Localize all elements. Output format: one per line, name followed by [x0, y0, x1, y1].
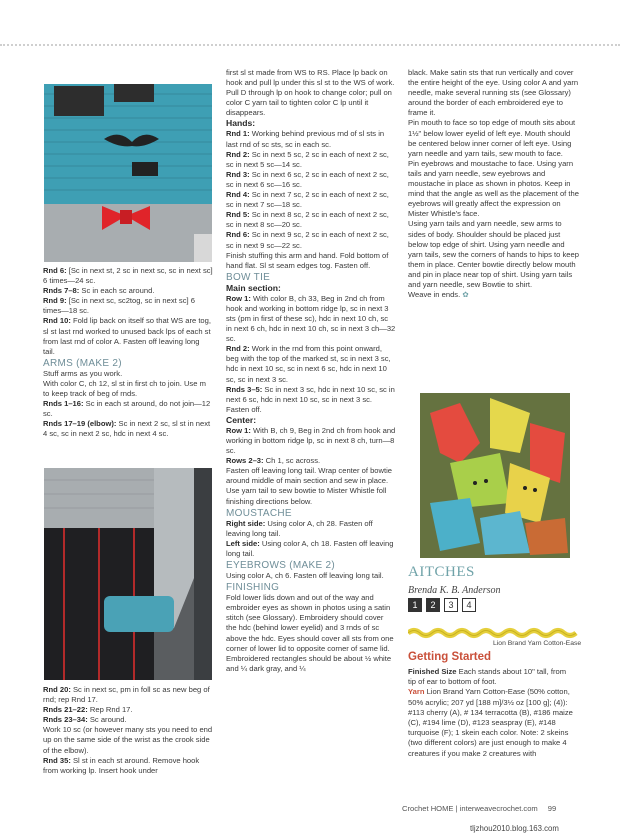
yarn-strand-image	[408, 626, 580, 638]
subheading-main-section: Main section:	[226, 282, 281, 293]
skill-level-2: 2	[426, 598, 440, 612]
section-heading-bow-tie: BOW TIE	[226, 271, 271, 283]
instruction-moustache-right: Right side: Using color A, ch 28. Fasten off leaving long tail.	[226, 518, 373, 538]
subheading-center: Center:	[226, 414, 257, 425]
instruction-rnds-17-19: Rnds 17–19 (elbow): Sc in next 2 sc, sl st in next 4 sc, sc in next 2 sc, hdc in next 4 sc.	[43, 419, 211, 439]
yarn-caption: Lion Brand Yarn Cotton-Ease	[493, 640, 582, 647]
paragraph-arms-bowtie: Using yarn tails and yarn needle, sew arms to sides of body. Shoulder should be placed just below top edge of shirt. Using yarn needle and yarn tails, sew the corners of hands to hips to keep them in place. Center bowtie directly below mouth and pin in place near top of shirt. Using yarn tails and yarn needle, sew Bowtie to shirt.	[408, 219, 579, 289]
instruction-finishing: Fold lower lids down and out of the way and embroider eyes as shown in photos using a satin stitch (see Glossary). Embroidery should cover the hdc (behind lower eyelid) and 3 rnds of sc above the hdc. Eyes should cover all sts from one corner of lower lid to opposite corner of same lid. Embroidered rectangles should be about ½ white and ¼ dark gray, and ¼	[226, 593, 394, 673]
skill-level-indicator	[408, 598, 476, 612]
section-heading-moustache: MOUSTACHE	[226, 507, 292, 519]
section-heading-eyebrows: EYEBROWS (MAKE 2)	[226, 560, 336, 572]
paragraph-eyebrows-moustache: Pin eyebrows and moustache to face. Using yarn tails and yarn needle, sew eyebrows and moustache in place as shown in photos. Keep in mind that the angle as well as the placement of the eyebrows will greatly affect the expression on Mister Whistle's face.	[408, 158, 579, 219]
finished-size: Finished Size Each stands about 10" tall, from tip of ear to bottom of foot.	[408, 667, 567, 687]
instruction-center-rows-2-3: Rows 2–3: Ch 1, sc across.	[226, 456, 321, 466]
instruction-rnds-7-8: Rnds 7–8: Sc in each sc around.	[43, 286, 155, 296]
instruction-center-row-1: Row 1: With B, ch 9, Beg in 2nd ch from hook and working in bottom ridge lp, sc in next 8 ch, turn—8 sc.	[226, 425, 396, 456]
column-1-top	[43, 266, 213, 440]
subheading-hands: Hands:	[226, 118, 256, 129]
yarn-info: Yarn Lion Brand Yarn Cotton-Ease (50% cotton, 50% acrylic; 207 yd [188 m]/3½ oz [100 g]; (4)): #113 cherry (A), # 134 terracotta (B), #186 maize (C), #194 lime (D), #123 seaspray (E), #148 turquoise (F); 1 skein each color. Note: 2 skeins (two different colors) are just enough to make 4 creatures if you make 2 creatures with	[408, 687, 573, 758]
instruction-moustache-left: Left side: Using color A, ch 18. Fasten off leaving long tail.	[226, 538, 394, 558]
instruction-rnd-10: Rnd 10: Fold lip back on itself so that WS are tog, sl st last rnd worked to unused back lps of each st from last rnd of color A. Fasten off leaving long tail.	[43, 316, 211, 356]
watermark-text: tljzhou2010.blog.163.com	[470, 824, 559, 833]
page-footer	[402, 804, 556, 813]
skill-level-1: 1	[408, 598, 422, 612]
paragraph-mouth: Pin mouth to face so top edge of mouth sits about 1½" below lower eyelid of left eye. Mouth should be centered below inner corner of left eye. Using yarn needle and yarn tails, sew mouth to face.	[408, 118, 576, 158]
skill-level-3: 3	[444, 598, 458, 612]
instruction-arms-intro: Stuff arms as you work.	[43, 368, 123, 378]
column-1-bottom	[43, 685, 213, 776]
instruction-work-10-sc: Work 10 sc (or however many sts you need to end up on the same side of the wrist as the crook side of the elbow).	[43, 725, 213, 755]
instruction-rnd-9: Rnd 9: [Sc in next sc, sc2tog, sc in next sc] 6 times—18 sc.	[43, 296, 195, 316]
instruction-hands-rnd-1: Rnd 1: Working behind previous rnd of sl sts in last rnd of sc sts, sc in each sc.	[226, 129, 385, 149]
end-mark-icon: ✿	[462, 290, 469, 300]
instruction-hands-rnd-6: Rnd 6: Sc in next 9 sc, 2 sc in each of next 2 sc, sc in next 9 sc—22 sc.	[226, 230, 389, 250]
column-2	[226, 68, 396, 674]
instruction-rnd-35: Rnd 35: Sl st in each st around. Remove hook from working lp. Insert hook under	[43, 755, 200, 775]
skill-level-4: 4	[462, 598, 476, 612]
instruction-main-rnd-2: Rnd 2: Work in the rnd from this point onward, beg with the top of the marked st, sc in next 3 sc, hdc in next 10 sc, sc in next 6 sc, hdc in next 10 sc, sc in next 3 sc.	[226, 344, 391, 384]
section-heading-arms: ARMS (MAKE 2)	[43, 357, 122, 369]
instruction-eyebrows: Using color A, ch 6. Fasten off leaving long tail.	[226, 571, 384, 581]
instruction-hands-rnd-2: Rnd 2: Sc in next 5 sc, 2 sc in each of next 2 sc, sc in next 5 sc—14 sc.	[226, 149, 389, 169]
designer-name: Brenda K. B. Anderson	[408, 585, 501, 596]
photo-mister-whistle-face	[44, 84, 212, 262]
getting-started-details	[408, 667, 576, 759]
instruction-main-rnds-3-5: Rnds 3–5: Sc in next 3 sc, hdc in next 10 sc, sc in next 6 sc, hdc in next 10 sc, sc in next 3 sc. Fasten off.	[226, 384, 395, 414]
instruction-arms-chain: With color C, ch 12, sl st in first ch to join. Use m to keep track of beg of rnds.	[43, 378, 206, 399]
instruction-rnds-23-34: Rnds 23–34: Sc around.	[43, 715, 127, 725]
photo-aitches-creatures	[420, 393, 570, 558]
instruction-rnds-1-16: Rnds 1–16: Sc in each st around, do not join—12 sc.	[43, 399, 211, 419]
instruction-rnd-6: Rnd 6: [Sc in next st, 2 sc in next sc, sc in next sc] 6 times—24 sc.	[43, 266, 213, 286]
instruction-rnd-20: Rnd 20: Sc in next sc, pm in foll sc as new beg of rnd; rep Rnd 17.	[43, 685, 210, 705]
getting-started-heading: Getting Started	[408, 651, 492, 663]
pattern-title: AITCHES	[408, 564, 475, 580]
section-heading-finishing: FINISHING	[226, 582, 280, 594]
paragraph-eyes: black. Make satin sts that run vertically and cover the entire height of the eye. Using color A and yarn needle, make several running sts (see Glossary) around the border of each embroidered eye to frame it.	[408, 68, 579, 118]
photo-mister-whistle-body	[44, 468, 212, 680]
instruction-hands-rnd-5: Rnd 5: Sc in next 8 sc, 2 sc in each of next 2 sc, sc in next 8 sc—20 sc.	[226, 210, 389, 230]
top-dotted-rule	[0, 44, 620, 46]
column-3	[408, 68, 580, 300]
instruction-main-row-1: Row 1: With color B, ch 33, Beg in 2nd ch from hook and working in bottom ridge lp, sc in next 3 sts (pm in first of these sc), hdc in next 10 ch, sc in next 6 ch, hdc in next 10 ch, sc in next 3 ch—32 sc.	[226, 293, 396, 344]
page-number: 99	[547, 804, 557, 813]
instruction-hands-rnd-4: Rnd 4: Sc in next 7 sc, 2 sc in each of next 2 sc, sc in next 7 sc—18 sc.	[226, 190, 389, 210]
instruction-hands-rnd-3: Rnd 3: Sc in next 6 sc, 2 sc in each of next 2 sc, sc in next 6 sc—16 sc.	[226, 169, 389, 189]
instruction-hands-finish: Finish stuffing this arm and hand. Fold bottom of hand flat. Sl st seam edges tog. Fasten off.	[226, 250, 389, 270]
instruction-col2-intro: first sl st made from WS to RS. Place lp back on hook and pull lp under this sl st to the WS of work. Pull D through lp on hook to change color; pull on color C yarn tail to tighten color C lp until it disappears.	[226, 68, 395, 118]
instruction-rnds-21-22: Rnds 21–22: Rep Rnd 17.	[43, 705, 133, 715]
footer-magazine: Crochet HOME | interweavecrochet.com	[402, 804, 538, 813]
paragraph-weave-ends: Weave in ends. ✿	[408, 290, 469, 300]
instruction-center-finish: Fasten off leaving long tail. Wrap center of bowtie around middle of main section and sew in place. Use yarn tail to sew bowtie to Mister Whistle foll finishing directions below.	[226, 466, 393, 506]
